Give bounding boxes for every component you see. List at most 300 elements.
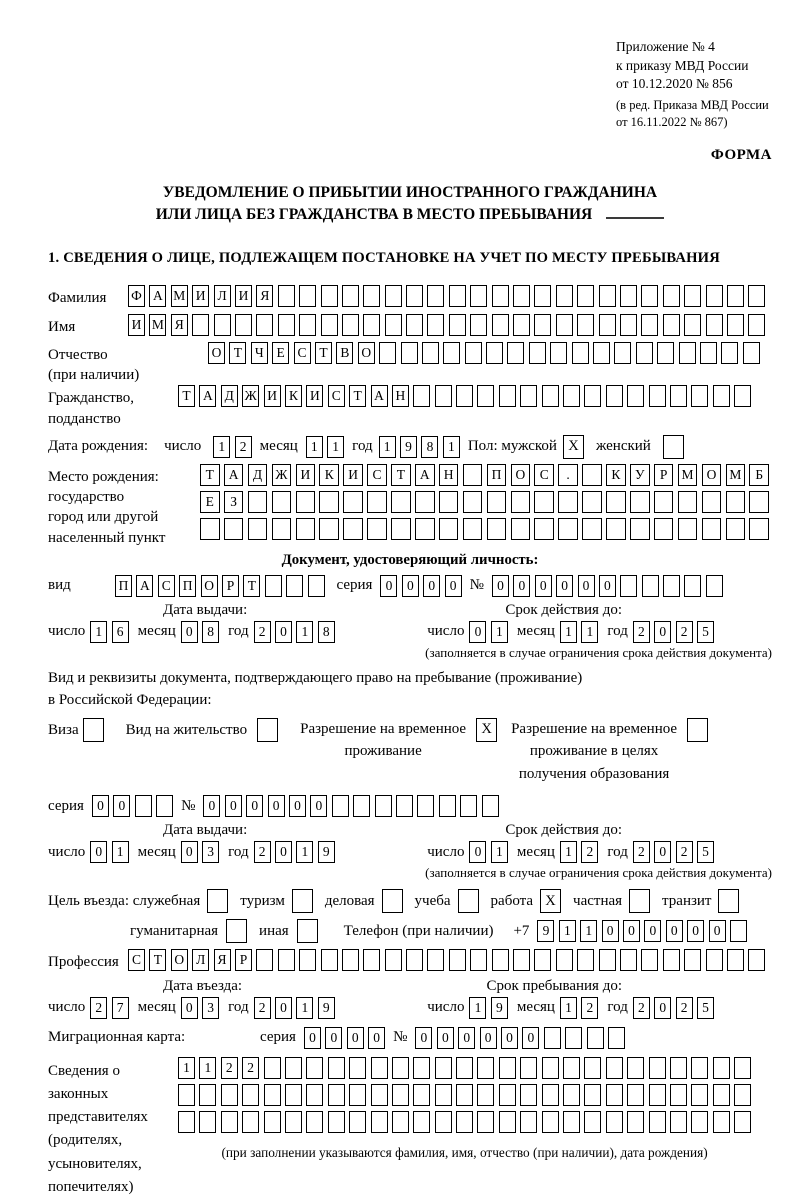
char-cell[interactable]: А <box>199 385 216 407</box>
char-cell[interactable]: 2 <box>633 997 650 1019</box>
char-cell[interactable] <box>749 491 769 513</box>
char-cell[interactable]: 1 <box>443 436 460 458</box>
char-cell[interactable] <box>713 385 730 407</box>
char-cell[interactable] <box>192 314 209 336</box>
char-cell[interactable] <box>306 1111 323 1133</box>
char-cell[interactable]: 2 <box>581 997 598 1019</box>
char-cell[interactable] <box>565 1027 582 1049</box>
char-cell[interactable]: Е <box>200 491 220 513</box>
char-cell[interactable] <box>342 949 359 971</box>
purpose-other-checkbox[interactable] <box>297 919 318 943</box>
char-cell[interactable] <box>199 1111 216 1133</box>
char-cell[interactable] <box>636 342 653 364</box>
char-cell[interactable] <box>748 285 765 307</box>
char-cell[interactable] <box>406 949 423 971</box>
char-cell[interactable] <box>371 1111 388 1133</box>
char-cell[interactable] <box>542 1111 559 1133</box>
char-cell[interactable]: С <box>158 575 175 597</box>
char-cell[interactable]: 0 <box>113 795 130 817</box>
char-cell[interactable] <box>584 385 601 407</box>
char-cell[interactable] <box>435 385 452 407</box>
char-cell[interactable]: 5 <box>697 997 714 1019</box>
sex-male-checkbox[interactable]: X <box>563 435 584 459</box>
char-cell[interactable] <box>582 518 602 540</box>
char-cell[interactable] <box>242 1084 259 1106</box>
char-cell[interactable] <box>684 314 701 336</box>
char-cell[interactable] <box>563 1111 580 1133</box>
char-cell[interactable] <box>363 285 380 307</box>
char-cell[interactable] <box>606 491 626 513</box>
char-cell[interactable] <box>577 285 594 307</box>
char-cell[interactable]: 9 <box>318 841 335 863</box>
char-cell[interactable] <box>534 518 554 540</box>
char-cell[interactable]: 1 <box>491 841 508 863</box>
char-cell[interactable] <box>743 342 760 364</box>
char-cell[interactable]: 0 <box>599 575 616 597</box>
char-cell[interactable] <box>726 491 746 513</box>
purpose-humanitarian-checkbox[interactable] <box>226 919 247 943</box>
char-cell[interactable] <box>511 518 531 540</box>
char-cell[interactable]: 1 <box>560 997 577 1019</box>
char-cell[interactable] <box>349 1057 366 1079</box>
char-cell[interactable]: 1 <box>580 920 597 942</box>
purpose-business-checkbox[interactable] <box>382 889 403 913</box>
char-cell[interactable]: 1 <box>296 841 313 863</box>
char-cell[interactable]: 0 <box>623 920 640 942</box>
char-cell[interactable] <box>492 949 509 971</box>
char-cell[interactable] <box>734 1111 751 1133</box>
char-cell[interactable] <box>577 314 594 336</box>
char-cell[interactable]: 0 <box>492 575 509 597</box>
char-cell[interactable]: 1 <box>213 436 230 458</box>
char-cell[interactable]: И <box>128 314 145 336</box>
char-cell[interactable]: 2 <box>633 621 650 643</box>
char-cell[interactable]: Т <box>229 342 246 364</box>
char-cell[interactable] <box>482 795 499 817</box>
char-cell[interactable] <box>678 491 698 513</box>
char-cell[interactable]: Л <box>214 285 231 307</box>
char-cell[interactable] <box>520 1111 537 1133</box>
char-cell[interactable] <box>156 795 173 817</box>
char-cell[interactable] <box>413 385 430 407</box>
char-cell[interactable] <box>417 795 434 817</box>
char-cell[interactable] <box>679 342 696 364</box>
char-cell[interactable] <box>627 1057 644 1079</box>
sex-female-checkbox[interactable] <box>663 435 684 459</box>
char-cell[interactable] <box>487 518 507 540</box>
char-cell[interactable]: 0 <box>469 841 486 863</box>
char-cell[interactable] <box>749 518 769 540</box>
char-cell[interactable] <box>691 1111 708 1133</box>
char-cell[interactable]: 0 <box>480 1027 497 1049</box>
char-cell[interactable]: С <box>294 342 311 364</box>
char-cell[interactable]: 1 <box>199 1057 216 1079</box>
char-cell[interactable] <box>492 285 509 307</box>
char-cell[interactable]: 9 <box>318 997 335 1019</box>
char-cell[interactable]: Т <box>391 464 411 486</box>
char-cell[interactable]: 8 <box>318 621 335 643</box>
char-cell[interactable]: 0 <box>445 575 462 597</box>
char-cell[interactable] <box>367 491 387 513</box>
char-cell[interactable]: 0 <box>275 621 292 643</box>
char-cell[interactable] <box>730 920 747 942</box>
char-cell[interactable]: 0 <box>246 795 263 817</box>
char-cell[interactable] <box>563 385 580 407</box>
char-cell[interactable] <box>449 314 466 336</box>
char-cell[interactable]: С <box>128 949 145 971</box>
char-cell[interactable] <box>492 314 509 336</box>
char-cell[interactable]: Р <box>235 949 252 971</box>
char-cell[interactable]: 1 <box>178 1057 195 1079</box>
char-cell[interactable]: Я <box>171 314 188 336</box>
char-cell[interactable]: П <box>487 464 507 486</box>
char-cell[interactable] <box>654 491 674 513</box>
char-cell[interactable] <box>477 1111 494 1133</box>
char-cell[interactable] <box>367 518 387 540</box>
char-cell[interactable] <box>278 949 295 971</box>
char-cell[interactable]: 0 <box>654 621 671 643</box>
char-cell[interactable] <box>299 285 316 307</box>
char-cell[interactable]: И <box>343 464 363 486</box>
char-cell[interactable] <box>477 1084 494 1106</box>
char-cell[interactable] <box>463 464 483 486</box>
char-cell[interactable] <box>319 518 339 540</box>
char-cell[interactable] <box>456 1084 473 1106</box>
char-cell[interactable] <box>606 518 626 540</box>
char-cell[interactable] <box>435 1084 452 1106</box>
char-cell[interactable] <box>422 342 439 364</box>
purpose-official-checkbox[interactable] <box>207 889 228 913</box>
char-cell[interactable] <box>392 1111 409 1133</box>
char-cell[interactable] <box>321 285 338 307</box>
char-cell[interactable]: . <box>558 464 578 486</box>
char-cell[interactable]: О <box>201 575 218 597</box>
char-cell[interactable] <box>470 314 487 336</box>
char-cell[interactable]: 1 <box>469 997 486 1019</box>
char-cell[interactable] <box>599 314 616 336</box>
char-cell[interactable]: 0 <box>687 920 704 942</box>
temp-residence-edu-checkbox[interactable] <box>687 718 708 742</box>
char-cell[interactable] <box>700 342 717 364</box>
char-cell[interactable] <box>401 342 418 364</box>
char-cell[interactable]: Р <box>222 575 239 597</box>
char-cell[interactable] <box>379 342 396 364</box>
char-cell[interactable] <box>630 491 650 513</box>
char-cell[interactable]: 0 <box>275 997 292 1019</box>
char-cell[interactable] <box>670 385 687 407</box>
char-cell[interactable]: 2 <box>90 997 107 1019</box>
char-cell[interactable] <box>328 1111 345 1133</box>
char-cell[interactable] <box>299 314 316 336</box>
char-cell[interactable]: Р <box>654 464 674 486</box>
char-cell[interactable] <box>415 491 435 513</box>
char-cell[interactable] <box>563 1057 580 1079</box>
char-cell[interactable] <box>663 314 680 336</box>
char-cell[interactable] <box>654 518 674 540</box>
char-cell[interactable] <box>706 314 723 336</box>
char-cell[interactable]: 2 <box>676 621 693 643</box>
char-cell[interactable]: 2 <box>235 436 252 458</box>
char-cell[interactable]: Н <box>439 464 459 486</box>
char-cell[interactable]: 6 <box>112 621 129 643</box>
char-cell[interactable]: Т <box>178 385 195 407</box>
char-cell[interactable] <box>558 518 578 540</box>
char-cell[interactable] <box>520 385 537 407</box>
char-cell[interactable]: Ф <box>128 285 145 307</box>
char-cell[interactable]: 0 <box>275 841 292 863</box>
char-cell[interactable]: 0 <box>402 575 419 597</box>
char-cell[interactable] <box>435 1111 452 1133</box>
char-cell[interactable] <box>342 314 359 336</box>
char-cell[interactable] <box>396 795 413 817</box>
char-cell[interactable]: С <box>328 385 345 407</box>
char-cell[interactable]: 0 <box>709 920 726 942</box>
char-cell[interactable] <box>328 1057 345 1079</box>
char-cell[interactable] <box>706 949 723 971</box>
char-cell[interactable] <box>606 1111 623 1133</box>
char-cell[interactable] <box>606 1084 623 1106</box>
char-cell[interactable] <box>727 949 744 971</box>
char-cell[interactable]: 8 <box>202 621 219 643</box>
char-cell[interactable] <box>221 1084 238 1106</box>
char-cell[interactable]: 1 <box>379 436 396 458</box>
char-cell[interactable] <box>449 285 466 307</box>
char-cell[interactable]: 0 <box>654 841 671 863</box>
char-cell[interactable] <box>413 1084 430 1106</box>
char-cell[interactable] <box>513 285 530 307</box>
char-cell[interactable]: И <box>296 464 316 486</box>
char-cell[interactable] <box>606 1057 623 1079</box>
char-cell[interactable] <box>264 1111 281 1133</box>
char-cell[interactable] <box>641 285 658 307</box>
char-cell[interactable] <box>349 1111 366 1133</box>
char-cell[interactable] <box>135 795 152 817</box>
char-cell[interactable]: Ч <box>251 342 268 364</box>
char-cell[interactable] <box>691 1057 708 1079</box>
char-cell[interactable] <box>734 385 751 407</box>
char-cell[interactable]: Б <box>749 464 769 486</box>
char-cell[interactable] <box>684 575 701 597</box>
char-cell[interactable] <box>726 518 746 540</box>
char-cell[interactable] <box>748 314 765 336</box>
char-cell[interactable] <box>353 795 370 817</box>
char-cell[interactable]: Т <box>243 575 260 597</box>
char-cell[interactable] <box>391 518 411 540</box>
char-cell[interactable] <box>460 795 477 817</box>
char-cell[interactable] <box>620 285 637 307</box>
char-cell[interactable]: А <box>224 464 244 486</box>
char-cell[interactable]: 1 <box>491 621 508 643</box>
char-cell[interactable] <box>627 385 644 407</box>
char-cell[interactable]: Д <box>248 464 268 486</box>
char-cell[interactable]: 0 <box>513 575 530 597</box>
char-cell[interactable]: И <box>306 385 323 407</box>
char-cell[interactable] <box>670 1057 687 1079</box>
char-cell[interactable] <box>657 342 674 364</box>
char-cell[interactable] <box>584 1111 601 1133</box>
char-cell[interactable] <box>642 575 659 597</box>
char-cell[interactable] <box>627 1084 644 1106</box>
char-cell[interactable] <box>556 314 573 336</box>
char-cell[interactable] <box>706 285 723 307</box>
char-cell[interactable] <box>649 385 666 407</box>
char-cell[interactable] <box>499 1084 516 1106</box>
char-cell[interactable] <box>285 1057 302 1079</box>
char-cell[interactable] <box>499 1111 516 1133</box>
char-cell[interactable]: 0 <box>666 920 683 942</box>
char-cell[interactable]: 1 <box>560 841 577 863</box>
char-cell[interactable] <box>563 1084 580 1106</box>
char-cell[interactable] <box>663 575 680 597</box>
char-cell[interactable] <box>178 1084 195 1106</box>
char-cell[interactable]: Л <box>192 949 209 971</box>
char-cell[interactable]: 9 <box>537 920 554 942</box>
char-cell[interactable]: 5 <box>697 841 714 863</box>
char-cell[interactable] <box>200 518 220 540</box>
char-cell[interactable]: И <box>235 285 252 307</box>
char-cell[interactable] <box>529 342 546 364</box>
char-cell[interactable] <box>371 1084 388 1106</box>
char-cell[interactable]: 0 <box>325 1027 342 1049</box>
char-cell[interactable]: 0 <box>90 841 107 863</box>
char-cell[interactable] <box>296 491 316 513</box>
char-cell[interactable] <box>363 949 380 971</box>
temp-residence-checkbox[interactable]: X <box>476 718 497 742</box>
char-cell[interactable] <box>286 575 303 597</box>
char-cell[interactable]: 2 <box>676 997 693 1019</box>
char-cell[interactable] <box>542 385 559 407</box>
char-cell[interactable]: 8 <box>421 436 438 458</box>
char-cell[interactable]: 0 <box>437 1027 454 1049</box>
char-cell[interactable] <box>221 1111 238 1133</box>
char-cell[interactable] <box>235 314 252 336</box>
char-cell[interactable] <box>713 1111 730 1133</box>
char-cell[interactable]: О <box>208 342 225 364</box>
char-cell[interactable] <box>691 385 708 407</box>
char-cell[interactable] <box>278 314 295 336</box>
char-cell[interactable]: 0 <box>225 795 242 817</box>
char-cell[interactable]: Т <box>149 949 166 971</box>
char-cell[interactable]: М <box>149 314 166 336</box>
char-cell[interactable] <box>678 518 698 540</box>
char-cell[interactable] <box>296 518 316 540</box>
char-cell[interactable] <box>248 491 268 513</box>
char-cell[interactable] <box>713 1084 730 1106</box>
char-cell[interactable]: 1 <box>306 436 323 458</box>
char-cell[interactable] <box>641 314 658 336</box>
char-cell[interactable]: 0 <box>423 575 440 597</box>
char-cell[interactable] <box>727 314 744 336</box>
char-cell[interactable]: Ж <box>242 385 259 407</box>
char-cell[interactable] <box>285 1111 302 1133</box>
char-cell[interactable]: Т <box>200 464 220 486</box>
char-cell[interactable]: Я <box>256 285 273 307</box>
char-cell[interactable] <box>572 342 589 364</box>
char-cell[interactable] <box>534 949 551 971</box>
char-cell[interactable] <box>620 314 637 336</box>
char-cell[interactable] <box>224 518 244 540</box>
char-cell[interactable] <box>443 342 460 364</box>
char-cell[interactable]: 1 <box>90 621 107 643</box>
char-cell[interactable]: Д <box>221 385 238 407</box>
char-cell[interactable] <box>542 1084 559 1106</box>
char-cell[interactable] <box>463 518 483 540</box>
char-cell[interactable]: 1 <box>327 436 344 458</box>
char-cell[interactable]: 1 <box>112 841 129 863</box>
char-cell[interactable]: 0 <box>289 795 306 817</box>
char-cell[interactable] <box>385 314 402 336</box>
char-cell[interactable]: 1 <box>296 621 313 643</box>
purpose-tourism-checkbox[interactable] <box>292 889 313 913</box>
char-cell[interactable]: П <box>179 575 196 597</box>
char-cell[interactable]: 0 <box>535 575 552 597</box>
char-cell[interactable] <box>584 1057 601 1079</box>
char-cell[interactable] <box>427 285 444 307</box>
char-cell[interactable]: А <box>415 464 435 486</box>
char-cell[interactable]: А <box>149 285 166 307</box>
char-cell[interactable]: 2 <box>254 997 271 1019</box>
char-cell[interactable]: 2 <box>676 841 693 863</box>
char-cell[interactable] <box>256 314 273 336</box>
char-cell[interactable]: 0 <box>522 1027 539 1049</box>
char-cell[interactable] <box>392 1057 409 1079</box>
char-cell[interactable] <box>620 949 637 971</box>
char-cell[interactable] <box>542 1057 559 1079</box>
char-cell[interactable] <box>520 1057 537 1079</box>
char-cell[interactable] <box>748 949 765 971</box>
char-cell[interactable] <box>691 1084 708 1106</box>
char-cell[interactable] <box>649 1084 666 1106</box>
char-cell[interactable] <box>544 1027 561 1049</box>
char-cell[interactable] <box>248 518 268 540</box>
char-cell[interactable]: 2 <box>633 841 650 863</box>
char-cell[interactable] <box>734 1057 751 1079</box>
char-cell[interactable] <box>199 1084 216 1106</box>
char-cell[interactable] <box>534 285 551 307</box>
char-cell[interactable] <box>620 575 637 597</box>
char-cell[interactable] <box>577 949 594 971</box>
char-cell[interactable] <box>663 285 680 307</box>
char-cell[interactable]: 1 <box>581 621 598 643</box>
char-cell[interactable]: 3 <box>202 997 219 1019</box>
char-cell[interactable]: 0 <box>268 795 285 817</box>
char-cell[interactable] <box>308 575 325 597</box>
char-cell[interactable] <box>439 795 456 817</box>
char-cell[interactable] <box>587 1027 604 1049</box>
char-cell[interactable]: У <box>630 464 650 486</box>
char-cell[interactable] <box>511 491 531 513</box>
visa-checkbox[interactable] <box>83 718 104 742</box>
char-cell[interactable] <box>342 285 359 307</box>
char-cell[interactable]: С <box>367 464 387 486</box>
char-cell[interactable] <box>264 1057 281 1079</box>
char-cell[interactable] <box>242 1111 259 1133</box>
char-cell[interactable]: Н <box>392 385 409 407</box>
char-cell[interactable] <box>627 1111 644 1133</box>
char-cell[interactable] <box>456 1111 473 1133</box>
char-cell[interactable]: Т <box>349 385 366 407</box>
char-cell[interactable] <box>713 1057 730 1079</box>
char-cell[interactable] <box>556 285 573 307</box>
char-cell[interactable]: К <box>285 385 302 407</box>
char-cell[interactable]: 0 <box>347 1027 364 1049</box>
char-cell[interactable]: 0 <box>501 1027 518 1049</box>
char-cell[interactable] <box>663 949 680 971</box>
char-cell[interactable]: 0 <box>469 621 486 643</box>
char-cell[interactable] <box>264 1084 281 1106</box>
char-cell[interactable] <box>465 342 482 364</box>
char-cell[interactable] <box>477 385 494 407</box>
